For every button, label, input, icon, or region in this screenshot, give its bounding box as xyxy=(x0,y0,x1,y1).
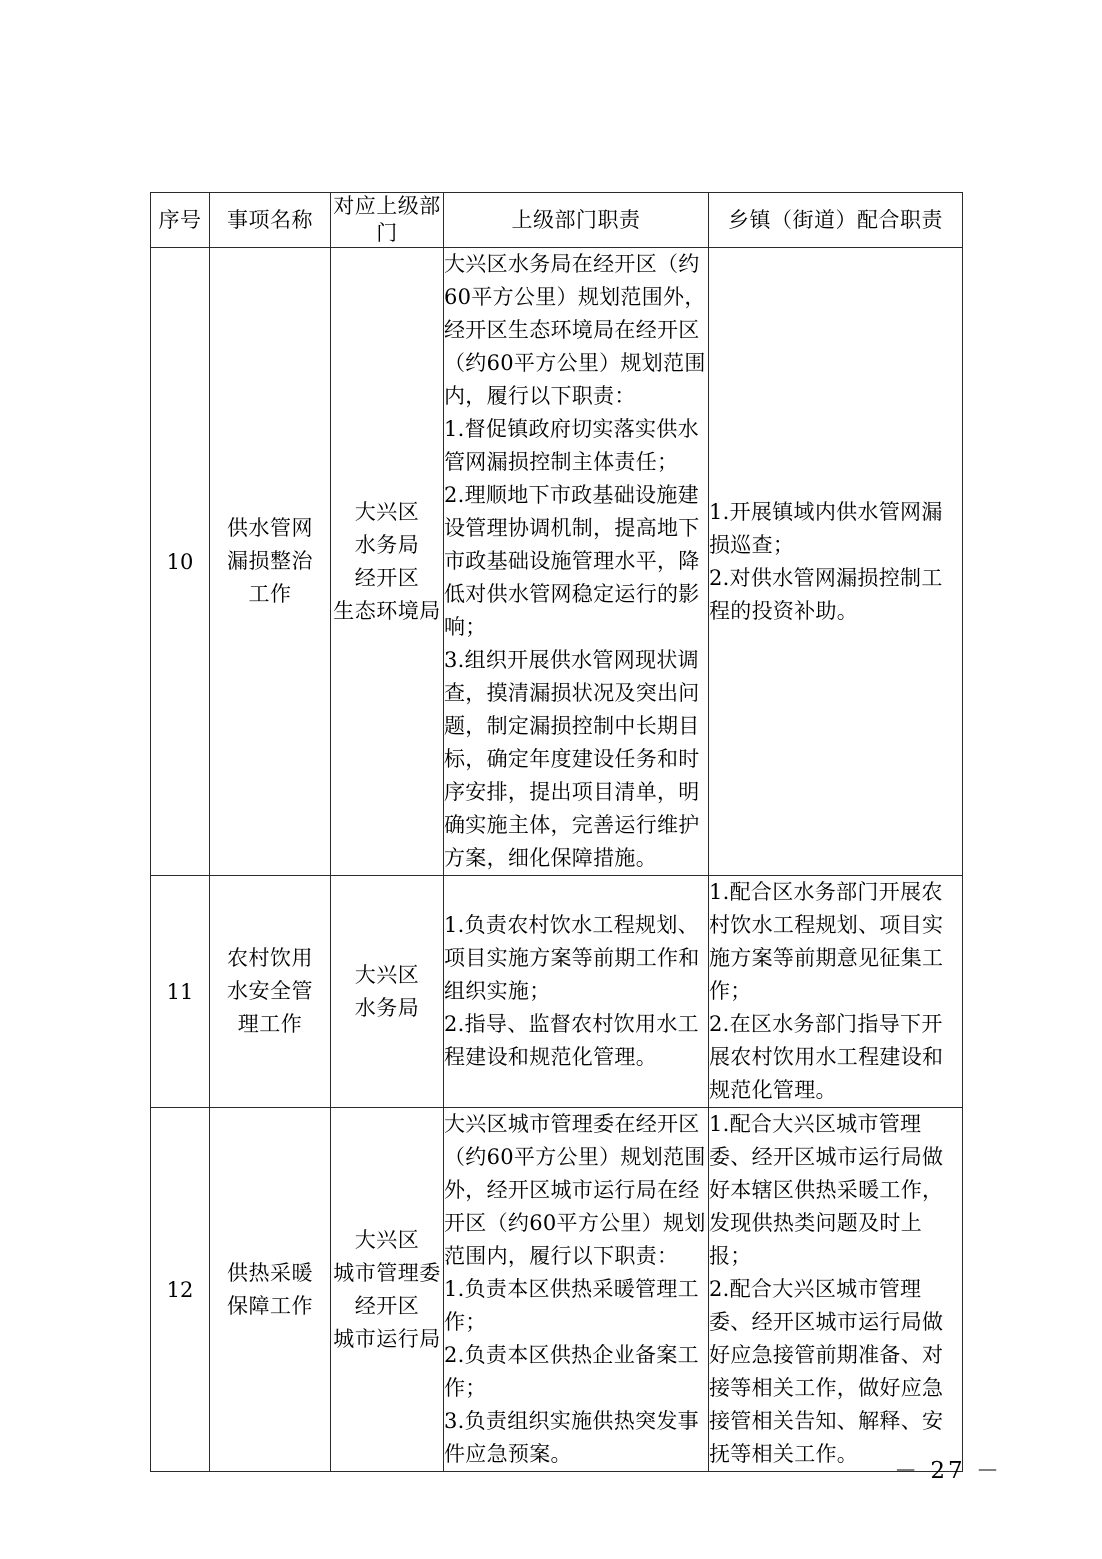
row-item-name: 供热采暖 保障工作 xyxy=(210,1108,331,1472)
responsibility-table xyxy=(150,192,963,1472)
row-upper-duties: 大兴区水务局在经开区（约60平方公里）规划范围外，经开区生态环境局在经开区（约60平方公里）规划范围内，履行以下职责： 1.督促镇政府切实落实供水管网漏损控制主体责任； 2.理顺地下市政基础设施建设管理协调机制，提高地下市政基础设施管理水平，降低对供水管网稳定运行的影响； 3.组织开展供水管网现状调查，摸清漏损状况及突出问题，制定漏损控制中长期目标，确定年度建设任务和时序安排，提出项目清单，明确实施主体，完善运行维护方案，细化保障措施。 xyxy=(444,248,709,876)
column-header-upper-duties: 上级部门职责 xyxy=(444,193,709,248)
row-upper-department: 大兴区 水务局 经开区 生态环境局 xyxy=(331,248,444,876)
row-sequence-number: 11 xyxy=(151,876,210,1108)
row-sequence-number: 12 xyxy=(151,1108,210,1472)
column-header-township-duties: 乡镇（街道）配合职责 xyxy=(709,193,963,248)
row-upper-department: 大兴区 城市管理委 经开区 城市运行局 xyxy=(331,1108,444,1472)
row-item-name: 供水管网 漏损整治 工作 xyxy=(210,248,331,876)
column-header-upper-department: 对应上级部门 xyxy=(331,193,444,248)
row-upper-duties: 大兴区城市管理委在经开区（约60平方公里）规划范围外，经开区城市运行局在经开区（约60平方公里）规划范围内，履行以下职责： 1.负责本区供热采暖管理工作； 2.负责本区供热企业备案工作； 3.负责组织实施供热突发事件应急预案。 xyxy=(444,1108,709,1472)
table-row xyxy=(151,876,963,1108)
row-township-duties: 1.开展镇域内供水管网漏损巡查； 2.对供水管网漏损控制工程的投资补助。 xyxy=(709,248,963,876)
page-number: － 27 － xyxy=(894,1458,1002,1484)
table-row xyxy=(151,248,963,876)
row-upper-duties: 1.负责农村饮水工程规划、项目实施方案等前期工作和组织实施； 2.指导、监督农村饮用水工程建设和规范化管理。 xyxy=(444,876,709,1108)
table-row xyxy=(151,1108,963,1472)
table-header-row xyxy=(151,193,963,248)
row-township-duties: 1.配合大兴区城市管理委、经开区城市运行局做好本辖区供热采暖工作，发现供热类问题及时上报； 2.配合大兴区城市管理委、经开区城市运行局做好应急接管前期准备、对接等相关工作，做好应急接管相关告知、解释、安抚等相关工作。 xyxy=(709,1108,963,1472)
row-item-name: 农村饮用 水安全管 理工作 xyxy=(210,876,331,1108)
row-upper-department: 大兴区 水务局 xyxy=(331,876,444,1108)
column-header-item-name: 事项名称 xyxy=(210,193,331,248)
row-sequence-number: 10 xyxy=(151,248,210,876)
column-header-sequence: 序号 xyxy=(151,193,210,248)
row-township-duties: 1.配合区水务部门开展农村饮水工程规划、项目实施方案等前期意见征集工作； 2.在区水务部门指导下开展农村饮用水工程建设和规范化管理。 xyxy=(709,876,963,1108)
